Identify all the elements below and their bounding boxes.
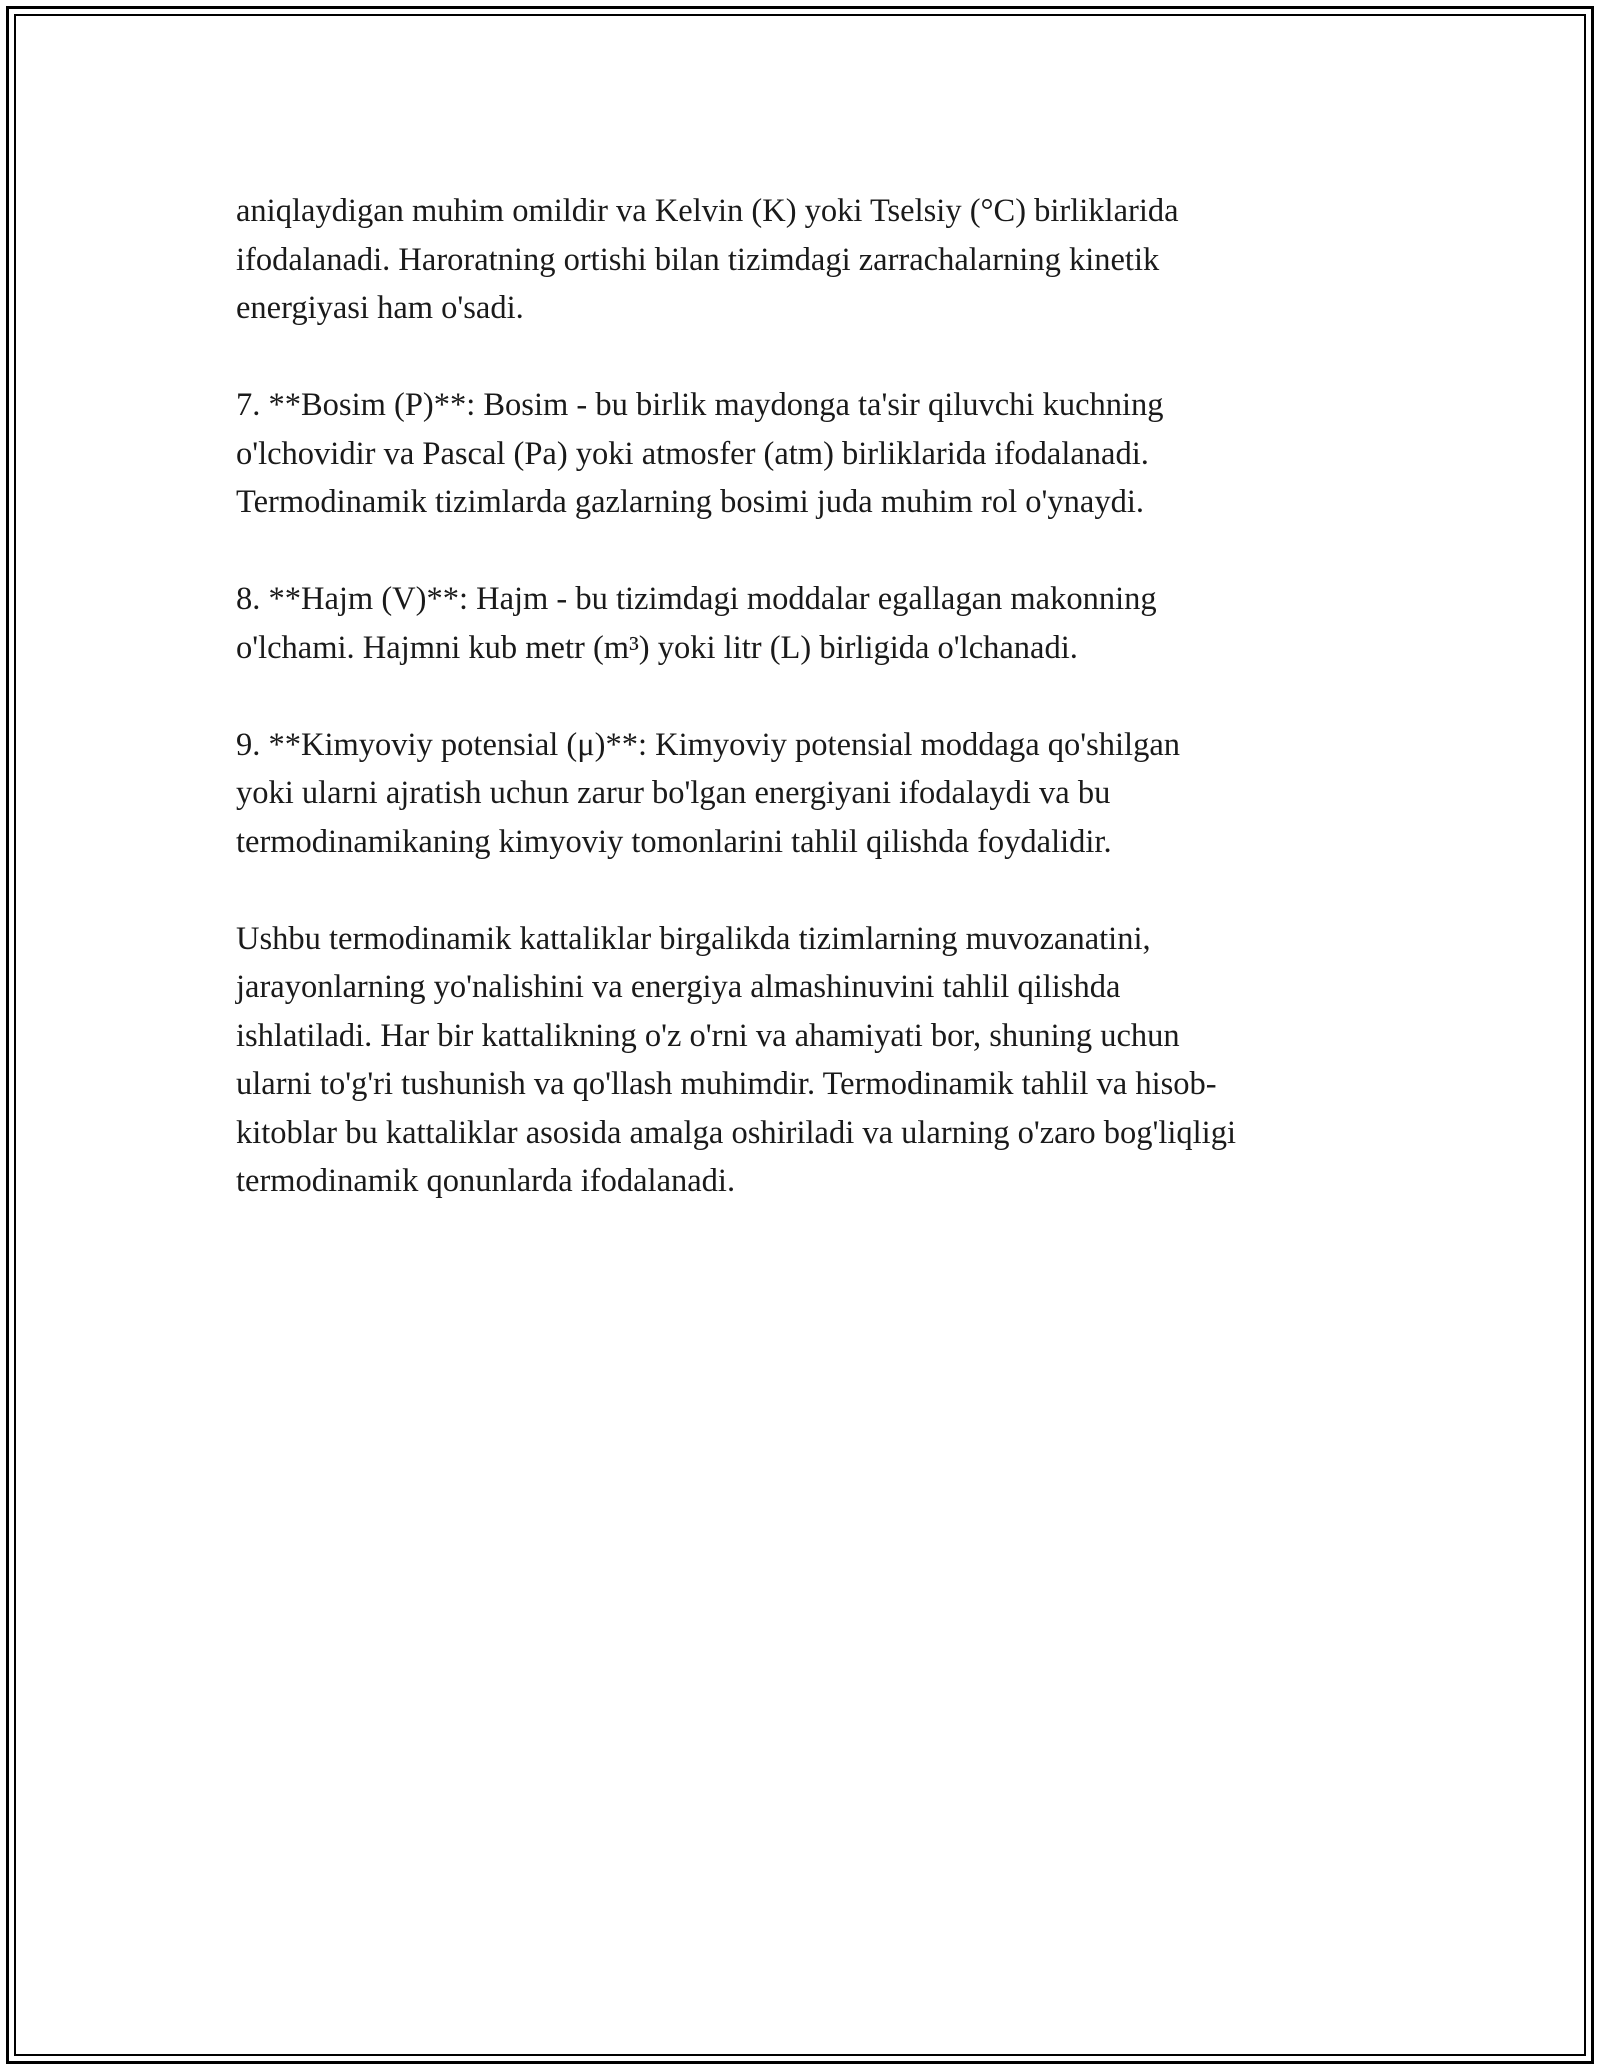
text-line: Termodinamik tizimlarda gazlarning bosimi juda muhim rol o'ynaydi. [236, 484, 1144, 520]
paragraph-chemical-potential [236, 721, 1386, 867]
paragraph-volume [236, 575, 1386, 672]
text-line: aniqlaydigan muhim omildir va Kelvin (K) yoki Tselsiy (°C) birliklarida [236, 193, 1179, 229]
text-line: 8. **Hajm (V)**: Hajm - bu tizimdagi moddalar egallagan makonning [236, 581, 1157, 617]
text-line: ishlatiladi. Har bir kattalikning o'z o'rni va ahamiyati bor, shuning uchun [236, 1017, 1180, 1054]
document-body [236, 187, 1386, 1254]
text-line: energiyasi ham o'sadi. [236, 290, 524, 326]
text-line: 9. **Kimyoviy potensial (μ)**: Kimyoviy potensial moddaga qo'shilgan [236, 726, 1181, 763]
text-line: o'lchovidir va Pascal (Pa) yoki atmosfer (atm) birliklarida ifodalanadi. [236, 435, 1149, 472]
text-line: kitoblar bu kattaliklar asosida amalga oshiriladi va ularning o'zaro bog'liqligi [236, 1114, 1236, 1151]
text-line: jarayonlarning yo'nalishini va energiya almashinuvini tahlil qilishda [236, 969, 1121, 1005]
text-line: yoki ularni ajratish uchun zarur bo'lgan energiyani ifodalaydi va bu [236, 775, 1111, 811]
paragraph-pressure [236, 381, 1386, 527]
paragraph-temperature-continuation [236, 187, 1386, 333]
text-line: ifodalanadi. Haroratning ortishi bilan tizimdagi zarrachalarning kinetik [236, 241, 1160, 278]
text-line: Ushbu termodinamik kattaliklar birgalikda tizimlarning muvozanatini, [236, 920, 1151, 957]
text-line: termodinamikaning kimyoviy tomonlarini tahlil qilishda foydalidir. [236, 823, 1112, 860]
text-line: termodinamik qonunlarda ifodalanadi. [236, 1163, 736, 1199]
text-line: 7. **Bosim (P)**: Bosim - bu birlik maydonga ta'sir qiluvchi kuchning [236, 387, 1164, 423]
paragraph-summary [236, 915, 1386, 1206]
text-line: ularni to'g'ri tushunish va qo'llash muhimdir. Termodinamik tahlil va hisob- [236, 1066, 1217, 1102]
text-line: o'lchami. Hajmni kub metr (m³) yoki litr (L) birligida o'lchanadi. [236, 629, 1078, 666]
